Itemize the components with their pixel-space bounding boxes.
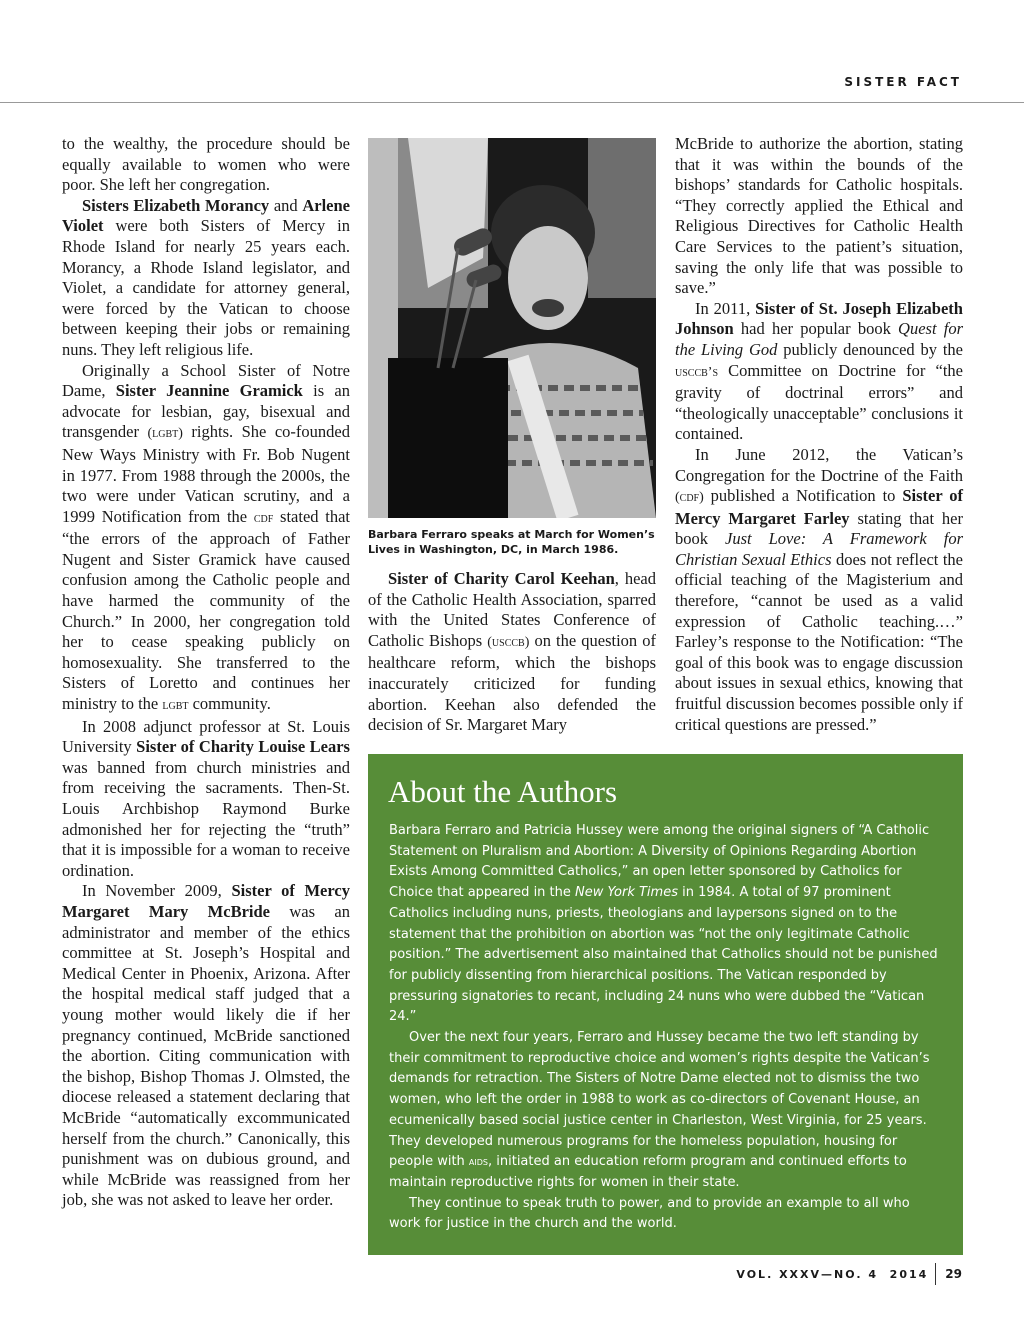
paragraph: They continue to speak truth to power, and to provide an example to all who work for justice in the church and the world. [389, 1195, 910, 1232]
book-title: Just Love: A Framework for Christian Sexual Ethics [675, 529, 964, 569]
about-body [389, 821, 945, 1235]
name-highlight: Sister of Mercy Margaret Farley [675, 486, 963, 528]
name-highlight: Sister of Charity Carol Keehan [388, 569, 615, 588]
text: in 1984. A total of 97 prominent Catholics including nuns, priests, theologians and laypersons signed on to the statement that the prohibition on abortion was “not the only legitimate Catholic position.” The advertisement also maintained that Catholics should not be punished for publicly dissenting from hierarchical positions. The Vatican responded by pressuring signatories to recant, including 24 nuns who were dubbed the “Vatican 24.” [389, 885, 938, 1025]
name-highlight: Sisters Elizabeth Morancy [82, 195, 270, 215]
paragraph [368, 569, 656, 736]
abbreviation: (lgbt) [147, 426, 183, 442]
text: were both Sisters of Mercy in Rhode Island for nearly 25 years each. Morancy, a Rhode Island legislator, and Violet, a candidate for attorney general, were forced by the Vatican to choose between keeping their jobs or remaining nuns. They left religious life. [62, 216, 350, 359]
paragraph [675, 299, 963, 445]
photo-caption: Barbara Ferraro speaks at March for Women’s Lives in Washington, DC, in March 1986. [368, 528, 655, 556]
text: In 2011, [695, 298, 756, 318]
abbreviation: cdf [253, 510, 274, 526]
text: , head of the Catholic Health Association, sparred with the United States Conference of Catholic Bishops [368, 569, 656, 650]
page-number: 29 [945, 1267, 962, 1281]
text: does not reflect the official teaching of the Magisterium and therefore, “cannot be used as a valid expression of Catholic teaching.…” Farley’s response to the Notification: “The goal of this book was to engage discussion about issues in sexual ethics, knowing that fruitful discussion becomes possible only if critical questions are pressed.” [675, 549, 963, 734]
book-title: Quest for the Living God [675, 319, 964, 359]
photo-illustration [368, 138, 656, 518]
text: and [269, 195, 303, 215]
text: Over the next four years, Ferraro and Hussey became the two left standing by their commitment to reproductive choice and women’s rights despite the Vatican’s demands for retraction. The Sisters of Notre Dame elected not to dismiss the two women, who left the order in 1988 to work as co-directors of Covenant House, an ecumenically based social justice center in Charleston, West Virginia, for 25 years. They developed numerous programs for the homeless population, housing for people with [389, 1030, 930, 1170]
text: is an advocate for lesbian, gay, bisexual and transgender [62, 381, 350, 442]
abbreviation: aids [468, 1155, 488, 1169]
about-authors-box [368, 754, 963, 1255]
text: had her popular book [733, 319, 899, 339]
issue-label: VOL. XXXV—NO. 4 2014 [736, 1267, 929, 1281]
section-label: SISTER FACT [844, 75, 962, 89]
name-highlight: Sister of St. Joseph Elizabeth Johnson [675, 298, 963, 339]
abbreviation: usccb’s [675, 364, 719, 380]
header-rule [0, 102, 1024, 103]
column-3 [675, 134, 963, 735]
paragraph [389, 1028, 945, 1194]
text: In June 2012, the Vatican’s Congregation for the Doctrine of the Faith [675, 444, 963, 485]
text: stated that “the errors of the approach of Father Nugent and Sister Gramick have caused confusion among the Catholic people and have harmed the community of the Church.” In 2000, her congregation told her to cease speaking publicly on homosexuality. She transferred to the Sisters of Loretto and continues her ministry to the [62, 506, 350, 714]
paragraph [62, 196, 350, 361]
text: Originally a School Sister of Notre Dame, [62, 360, 350, 401]
paragraph [675, 445, 963, 735]
speaker-photo [368, 138, 656, 518]
paragraph: to the wealthy, the procedure should be equally available to women who were poor. She left her congregation. [62, 134, 350, 195]
text: In 2008 adjunct professor at St. Louis University [62, 716, 350, 757]
name-highlight: Sister of Mercy Margaret Mary McBride [62, 881, 350, 921]
column-2 [368, 569, 656, 736]
name-highlight: Sister of Charity Louise Lears [136, 737, 350, 757]
footer-divider [935, 1263, 936, 1285]
about-title: About the Authors [388, 774, 618, 809]
text: Barbara Ferraro and Patricia Hussey were among the original signers of “A Catholic Statement on Pluralism and Abortion: A Diversity of Opinions Regarding Abortion Exists Among Committed Catholics,” an open letter sponsored by Catholics for Choice that appeared in the [389, 823, 930, 901]
name-highlight: Arlene Violet [62, 195, 351, 236]
paragraph [62, 881, 350, 1211]
paragraph: McBride to authorize the abortion, stating that it was within the bounds of the bishops’ standards for Catholic hospitals. “They correctly applied the Ethical and Religious Directives for Catholic Health Care Services to the patient’s situation, saving the only life that was possible to save.” [675, 134, 963, 298]
text: Committee on Doctrine for “the gravity of doctrinal errors” and “theologically unacceptable” conclusions it contained. [675, 360, 963, 444]
text: was an administrator and member of the ethics committee at St. Joseph’s Hospital and Medical Center in Phoenix, Arizona. After the hospital medical staff judged that a young mother would likely die if her pregnancy continued, McBride sanctioned the abortion. Citing communication with the bishop, Bishop Thomas J. Olmsted, the diocese released a statement declaring that McBride “automatically excommunicated herself from the church.” Canonically, this punishment was on dubious ground, and while McBride was reassigned from her job, she was not asked to leave her order. [62, 901, 350, 1210]
paragraph [389, 821, 945, 1028]
text: , initiated an education reform program and continued efforts to maintain reproductive rights for women in their state. [389, 1154, 907, 1190]
column-1 [62, 134, 350, 1211]
text: rights. She co-founded New Ways Ministry with Fr. Bob Nugent in 1977. From 1988 through the 2000s, the two were under Vatican scrutiny, and a 1999 Notification from the [62, 422, 350, 526]
paragraph [62, 361, 350, 717]
text: on the question of healthcare reform, which the bishops inaccurately criticized for funding abortion. Keehan also defended the decision of Sr. Margaret Mary [368, 630, 656, 735]
text: stating that her book [675, 508, 964, 549]
name-highlight: Sister Jeannine Gramick [115, 381, 303, 401]
text: community. [188, 694, 271, 714]
page-footer [736, 1263, 962, 1285]
abbreviation: lgbt [162, 698, 189, 714]
text: publicly denounced by the [777, 339, 963, 359]
text: published a Notification to [703, 486, 903, 506]
abbreviation: (usccb) [487, 634, 530, 650]
text: was banned from church ministries and from receiving the sacraments. Then-St. Louis Archbishop Raymond Burke admonished her for rejecting the “truth” that it is impossible for a woman to receive ordination. [62, 757, 350, 880]
paragraph [62, 717, 350, 882]
abbreviation: (cdf) [675, 490, 704, 506]
publication-title: New York Times [575, 885, 678, 901]
text: In November 2009, [82, 881, 232, 901]
